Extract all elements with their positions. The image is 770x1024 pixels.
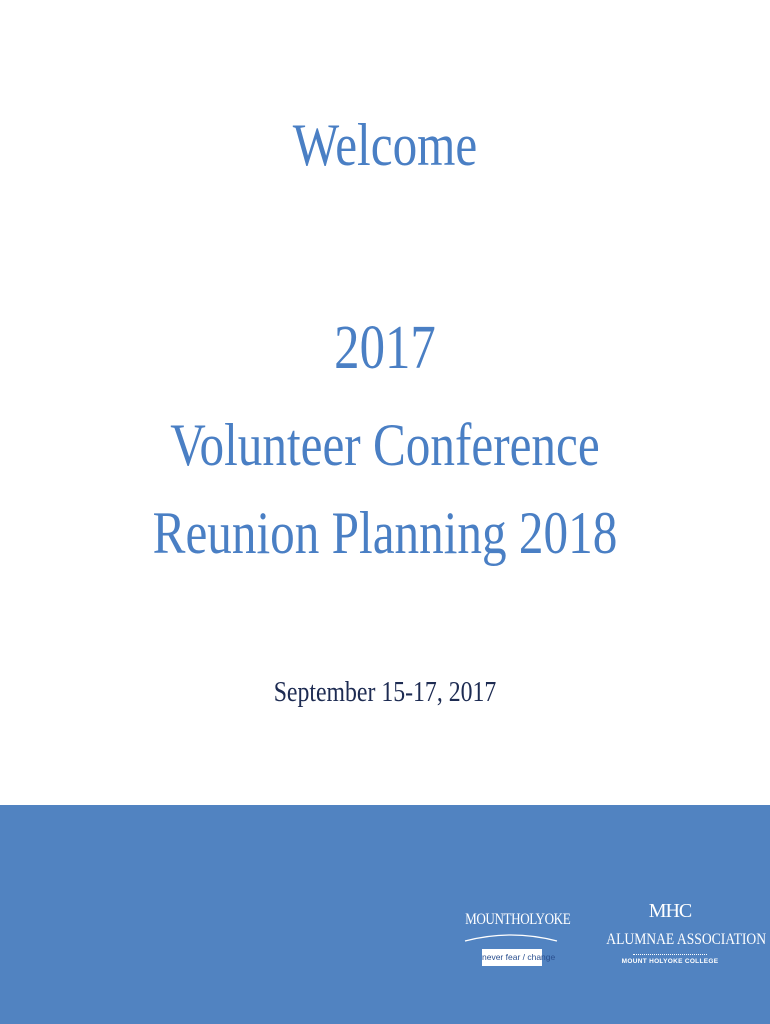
conference-heading: Volunteer Conference bbox=[170, 412, 600, 478]
logo-arc-icon bbox=[463, 931, 559, 943]
reunion-heading: Reunion Planning 2018 bbox=[152, 500, 618, 566]
year-heading: 2017 bbox=[334, 314, 436, 382]
mount-holyoke-logo bbox=[455, 905, 571, 967]
footer-band bbox=[0, 805, 770, 1024]
logo-divider bbox=[633, 954, 707, 955]
event-date: September 15-17, 2017 bbox=[273, 676, 497, 708]
alumnae-association-logo bbox=[595, 900, 767, 975]
welcome-heading: Welcome bbox=[292, 112, 478, 178]
college-subtitle: MOUNT HOLYOKE COLLEGE bbox=[621, 958, 719, 965]
mount-holyoke-wordmark: MOUNTHOLYOKE bbox=[465, 911, 571, 928]
mount-holyoke-tagline: never fear / change bbox=[482, 949, 542, 966]
mhc-monogram: MHC bbox=[648, 900, 692, 922]
alumnae-association-name: ALUMNAE ASSOCIATION bbox=[606, 931, 767, 948]
